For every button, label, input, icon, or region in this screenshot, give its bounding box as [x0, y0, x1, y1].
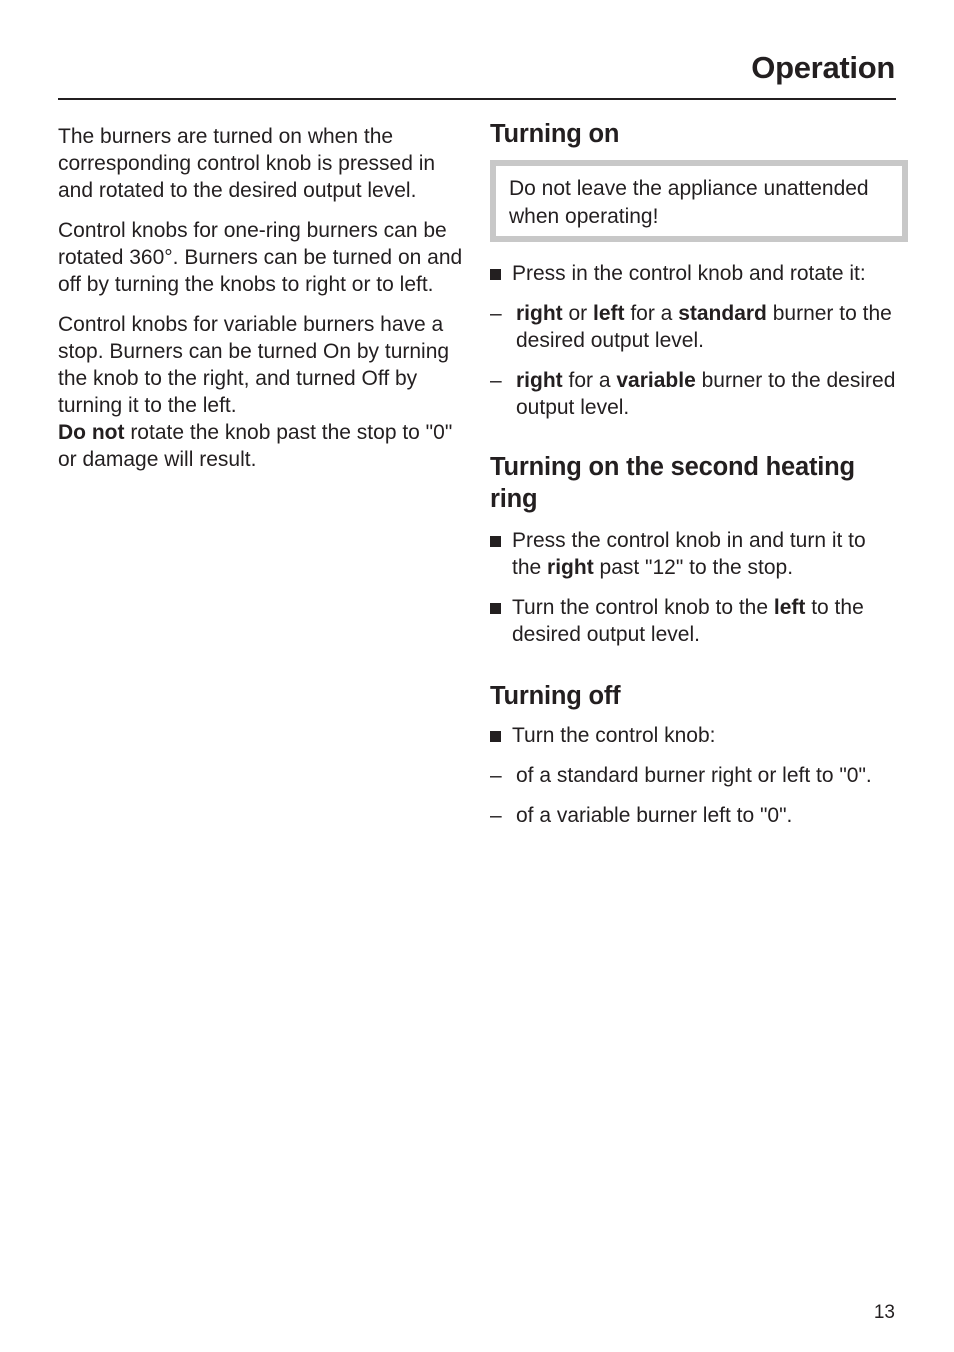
page-number: 13: [873, 1302, 895, 1323]
section-heading-turning-off: Turning off: [490, 682, 621, 710]
do-not-emphasis: Do not: [58, 421, 125, 444]
list-item-text: Turn the control knob:: [512, 724, 716, 747]
list-item-text: of a variable burner left to "0".: [516, 804, 793, 827]
bullet-square-icon: [490, 536, 501, 547]
intro-column: [58, 123, 468, 486]
list-item-text: Press in the control knob and rotate it:: [512, 262, 866, 285]
list-item: [490, 762, 896, 789]
bullet-square-icon: [490, 269, 501, 280]
page-title: Operation: [751, 50, 895, 85]
emphasis-right: right: [547, 556, 594, 579]
list-item-text: past "12" to the stop.: [593, 556, 794, 579]
section-heading-second-heating-ring: Turning on the second heating ring: [490, 453, 855, 513]
list-item-text: of a standard burner right or left to "0".: [516, 764, 872, 787]
intro-paragraph-1: The burners are turned on when the corresponding control knob is pressed in and rotated to the desired output level.: [58, 125, 436, 202]
list-item: [490, 260, 896, 287]
list-item: [490, 527, 896, 581]
list-item-text: to the desired output level.: [512, 596, 864, 646]
list-item-text: Press the control knob in and turn it to the: [512, 529, 866, 579]
bullet-square-icon: [490, 731, 501, 742]
emphasis-left: left: [773, 596, 806, 619]
list-item: [490, 722, 896, 749]
list-item-text: burner to the desired output level.: [516, 302, 892, 352]
list-item-text: for a: [624, 302, 679, 325]
emphasis-right: right: [516, 302, 563, 325]
emphasis-right: right: [516, 369, 563, 392]
header-rule: [58, 98, 896, 100]
list-item-text: or: [562, 302, 593, 325]
warning-box: [490, 160, 908, 242]
dash-icon: –: [490, 302, 502, 325]
list-item-text: burner to the desired output level.: [516, 369, 896, 419]
dash-icon: –: [490, 804, 502, 827]
intro-paragraph-2: Control knobs for one-ring burners can be rotated 360°. Burners can be turned on and off by turning the knobs to right or to left.: [58, 219, 463, 296]
dash-icon: –: [490, 369, 502, 392]
list-item: [490, 367, 896, 421]
list-item: [490, 300, 896, 354]
list-item: [490, 802, 896, 829]
emphasis-variable: variable: [616, 369, 696, 392]
intro-paragraph-4-text: rotate the knob past the stop to "0" or damage will result.: [58, 421, 453, 471]
list-item-text: Turn the control knob to the: [512, 596, 774, 619]
list-item-text: for a: [562, 369, 617, 392]
section-heading-turning-on: Turning on: [490, 120, 620, 148]
bullet-square-icon: [490, 603, 501, 614]
instructions-column: [490, 118, 896, 842]
emphasis-standard: standard: [678, 302, 767, 325]
intro-paragraph-3: Control knobs for variable burners have a stop. Burners can be turned On by turning the knob to the right, and turned Off by turning it to the left.: [58, 313, 450, 417]
dash-icon: –: [490, 764, 502, 787]
list-item: [490, 594, 896, 648]
emphasis-left: left: [593, 302, 625, 325]
warning-text: Do not leave the appliance unattended when operating!: [509, 177, 869, 228]
intro-paragraph-4: [58, 419, 468, 473]
